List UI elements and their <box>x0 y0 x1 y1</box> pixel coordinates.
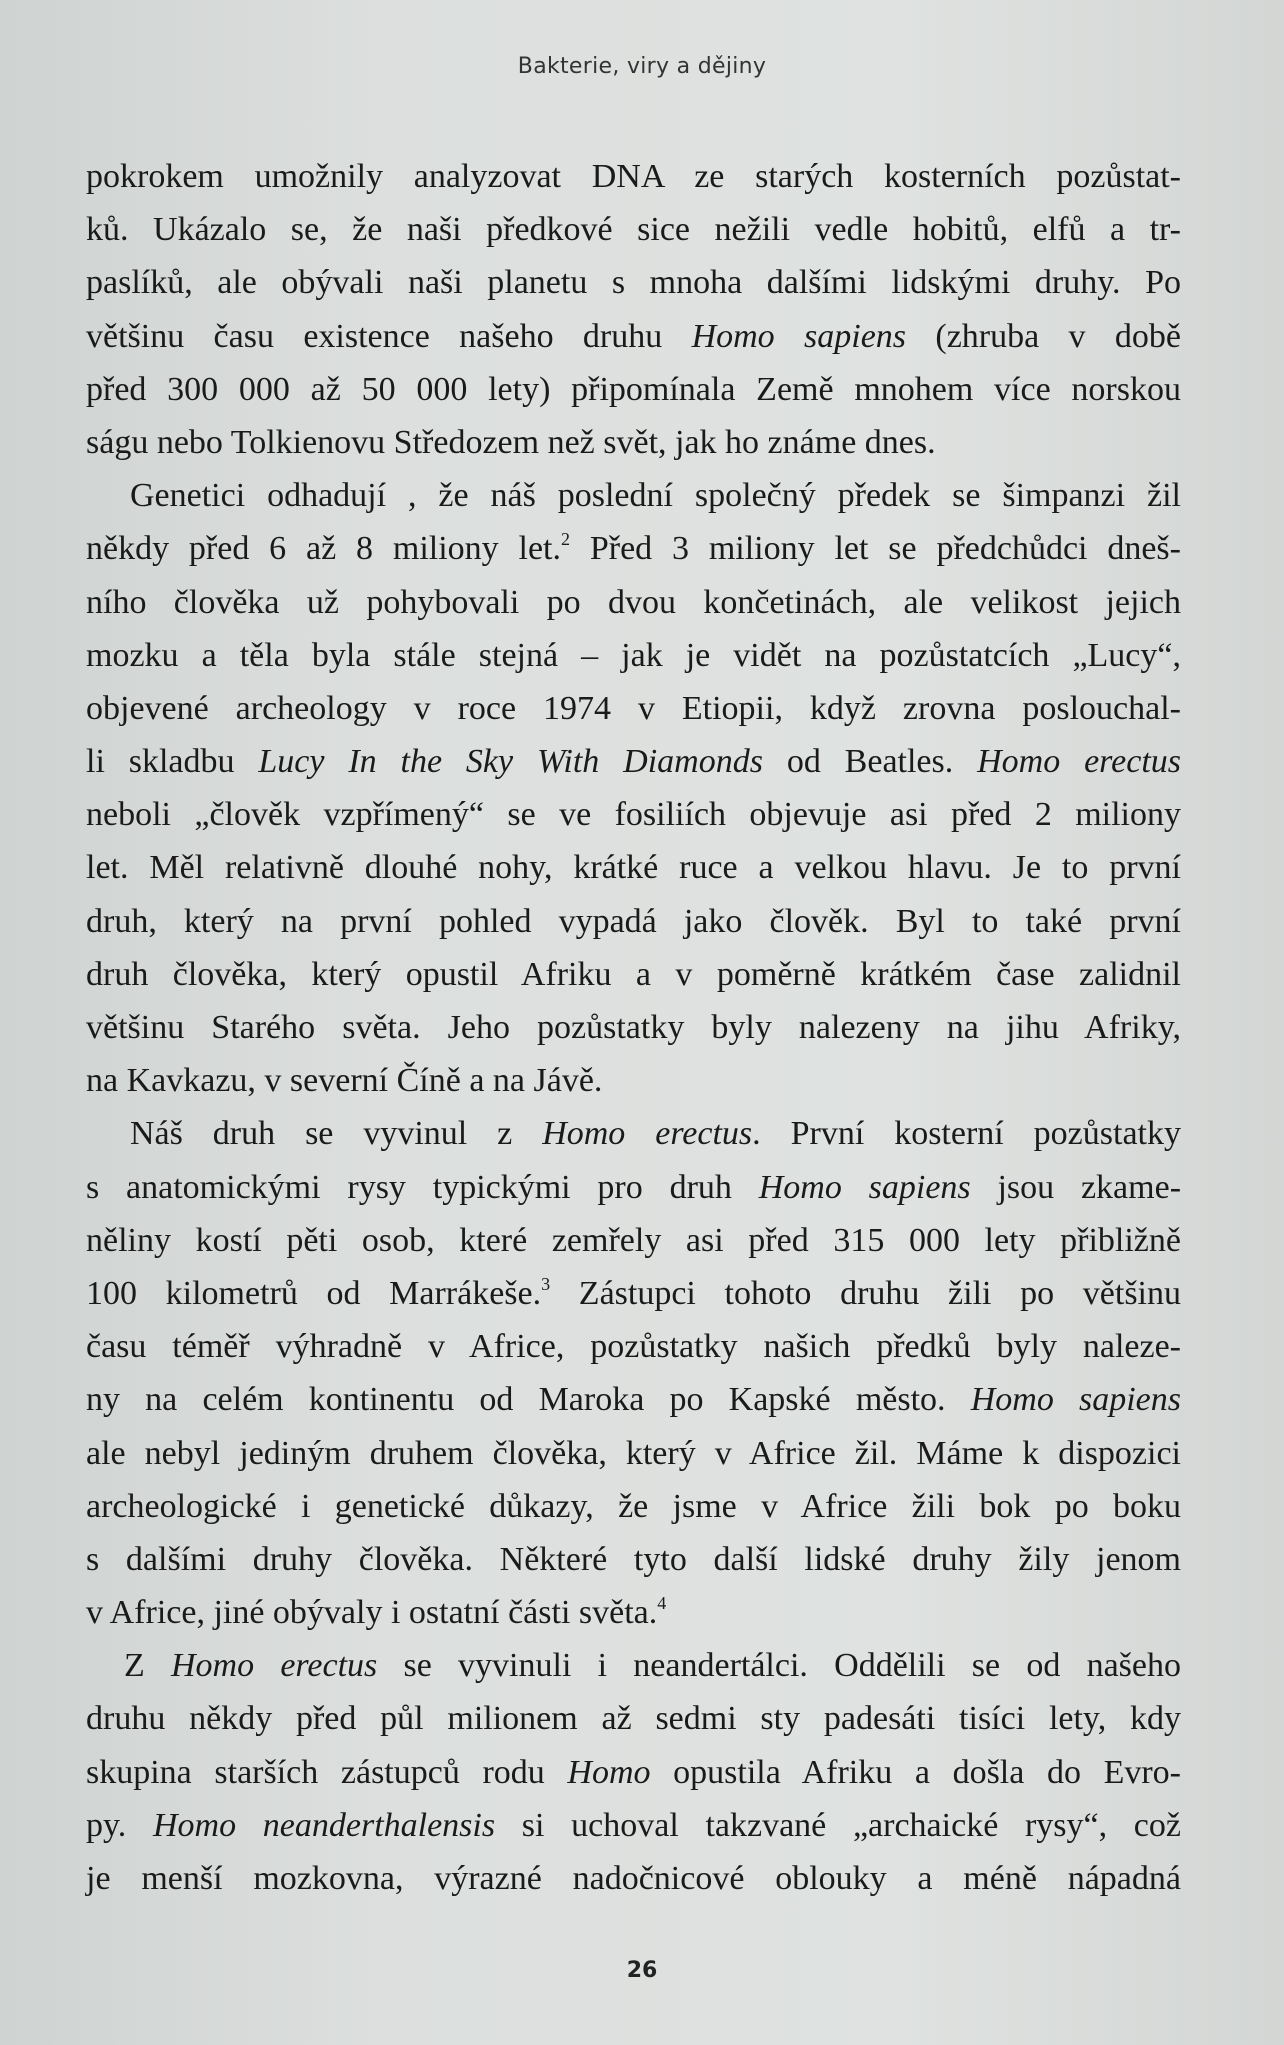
running-head: Bakterie, viry a dějiny <box>517 54 767 79</box>
body-text <box>86 150 1181 1905</box>
text-run: skupina starších zástupců rodu <box>86 1753 568 1791</box>
text-line: objevené archeology v roce 1974 v Etiopii, když zrovna poslouchal- <box>86 689 1181 727</box>
text-line <box>86 522 1181 575</box>
text-run: se vyvinuli i neandertálci. Oddělili se od našeho <box>377 1647 1181 1685</box>
text-line: něliny kostí pěti osob, které zemřely asi před 315 000 lety přibližně <box>86 1221 1181 1259</box>
text-line: mozku a těla byla stále stejná – jak je vidět na pozůstatcích „Lucy“, <box>86 636 1181 674</box>
footnote-ref: 3 <box>541 1273 551 1294</box>
text-run: od Beatles. <box>762 743 978 781</box>
text-run: Z <box>124 1647 171 1685</box>
italic-term: Homo sapiens <box>691 317 907 355</box>
text-run: s anatomickými rysy typickými pro druh <box>86 1168 759 1206</box>
italic-term: Homo neanderthalensis <box>152 1806 496 1844</box>
text-line: s dalšími druhy člověka. Některé tyto další lidské druhy žily jenom <box>86 1540 1181 1578</box>
footnote-ref: 2 <box>561 529 570 550</box>
text-line: ale nebyl jediným druhem člověka, který v Africe žil. Máme k dispozici <box>86 1434 1181 1472</box>
text-run: Před 3 miliony let se předchůdci dneš- <box>570 530 1181 568</box>
text-line: ního člověka už pohybovali po dvou končetinách, ale velikost jejich <box>86 583 1181 621</box>
text-line: většinu Starého světa. Jeho pozůstatky byly nalezeny na jihu Afriky, <box>86 1009 1181 1046</box>
text-line <box>86 1267 1181 1320</box>
text-line <box>86 1746 1181 1799</box>
page-number: 26 <box>626 1958 658 1983</box>
text-line <box>86 1373 1181 1426</box>
italic-term: Homo erectus <box>977 743 1181 781</box>
text-line: archeologické i genetické důkazy, že jsme v Africe žili bok po boku <box>86 1487 1181 1525</box>
text-run: většinu času existence našeho druhu <box>86 317 692 355</box>
text-run: Zástupci tohoto druhu žili po většinu <box>550 1274 1182 1312</box>
text-run: ny na celém kontinentu od Maroka po Kapské město. <box>86 1381 971 1419</box>
text-line <box>86 735 1181 788</box>
text-line: pokrokem umožnily analyzovat DNA ze starých kosterních pozůstat- <box>86 158 1181 195</box>
paragraph-first-line <box>86 1107 1181 1160</box>
text-run: Náš druh se vyvinul z <box>130 1115 543 1153</box>
text-line: času téměř výhradně v Africe, pozůstatky našich předků byly naleze- <box>86 1328 1181 1366</box>
text-run: jsou zkame- <box>970 1168 1182 1206</box>
text-line: na Kavkazu, v severní Číně a na Jávě. <box>86 1062 603 1100</box>
text-run: . První kosterní pozůstatky <box>752 1115 1181 1153</box>
text-run: (zhruba v době <box>906 317 1181 355</box>
italic-term: Homo erectus <box>542 1115 753 1153</box>
italic-term: Homo <box>567 1753 651 1791</box>
text-line <box>86 310 1181 363</box>
text-line <box>86 1799 1181 1852</box>
text-run: opustila Afriku a došla do Evro- <box>650 1753 1182 1791</box>
text-line: let. Měl relativně dlouhé nohy, krátké ruce a velkou hlavu. Je to první <box>86 849 1181 887</box>
text-run: li skladbu <box>86 743 259 781</box>
paragraph-first-line <box>86 1639 1181 1692</box>
paragraph-first-line: Genetici odhadují , že náš poslední společný předek se šimpanzi žil <box>130 477 1181 515</box>
text-run: v Africe, jiné obývaly i ostatní části světa. <box>86 1594 658 1632</box>
text-line: ságu nebo Tolkienovu Středozem než svět, jak ho známe dnes. <box>86 423 936 461</box>
italic-title: Lucy In the Sky With Diamonds <box>258 743 763 781</box>
text-run: si uchoval takzvané „archaické rysy“, což <box>495 1806 1181 1844</box>
text-line: ků. Ukázalo se, že naši předkové sice nežili vedle hobitů, elfů a tr- <box>86 211 1181 249</box>
italic-term: Homo sapiens <box>758 1168 971 1206</box>
text-run: py. <box>86 1806 153 1844</box>
text-line: druhu někdy před půl milionem až sedmi sty padesáti tisíci lety, kdy <box>86 1700 1181 1738</box>
text-run: 100 kilometrů od Marrákeše. <box>86 1274 542 1312</box>
text-line: paslíků, ale obývali naši planetu s mnoha dalšími lidskými druhy. Po <box>86 264 1181 302</box>
text-run: někdy před 6 až 8 miliony let. <box>86 530 561 568</box>
italic-term: Homo erectus <box>171 1647 378 1685</box>
italic-term: Homo sapiens <box>970 1381 1182 1419</box>
text-line: druh člověka, který opustil Afriku a v poměrně krátkém čase zalidnil <box>86 955 1181 993</box>
text-line <box>86 1586 1181 1639</box>
footnote-ref: 4 <box>657 1593 667 1614</box>
text-line <box>86 1161 1181 1214</box>
text-line: druh, který na první pohled vypadá jako člověk. Byl to také první <box>86 902 1181 940</box>
text-line: před 300 000 až 50 000 lety) připomínala Země mnohem více norskou <box>86 370 1181 408</box>
text-line: je menší mozkovna, výrazné nadočnicové oblouky a méně nápadná <box>86 1860 1181 1897</box>
text-line: neboli „člověk vzpřímený“ se ve fosiliích objevuje asi před 2 miliony <box>86 796 1181 834</box>
